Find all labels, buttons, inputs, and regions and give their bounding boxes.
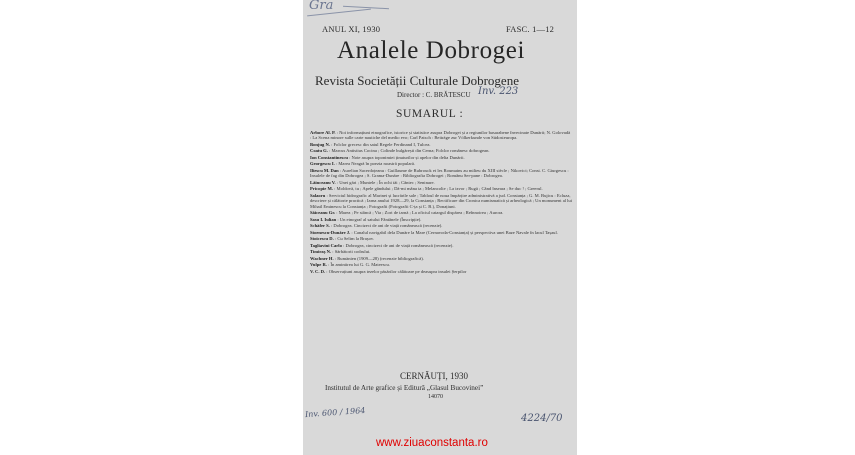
toc-articles: : Unei gări ; Muntele ; În ochi tăi ; Cântec ; Seninare. bbox=[336, 179, 435, 185]
toc-author: Wachner H. bbox=[310, 255, 334, 261]
imprint-publisher: Institutul de Arte grafice și Editură „Glasul Bucovinei” bbox=[325, 384, 484, 392]
toc-articles: : Serviciul hidrografic al Marinei și lucrările sale ; Tabloul de noua împărțire administrativă a jud. Constanța ; G. M. Bujicu : Ecluza, descriere și călătorie practică ; Iarna anului 1928—29, la Constanța ; Rectificare din Cronica numismatică și arheologică ; Un monument al lui Mihail Eminescu la Constanța ; Fotografii (Fotografii C-ța și C. B.), Donațiuni. bbox=[310, 192, 573, 209]
toc-articles: : Observațiuni asupra tezelor păsărilor călătoare pe deasupra insulei Șerpilor bbox=[326, 268, 467, 274]
toc-entry bbox=[310, 155, 572, 160]
toc-articles: : Un etnograf al satului Fântânele (Înscripție). bbox=[337, 216, 422, 222]
toc-entry bbox=[310, 249, 572, 254]
toc-author: Ion Constantinescu bbox=[310, 154, 348, 160]
toc-articles: : Rumänien (1909—28) (recenzie bibliografică). bbox=[334, 255, 424, 261]
toc-author: Tagliavini Carlo bbox=[310, 242, 342, 248]
toc-author: Georgescu I. bbox=[310, 161, 335, 167]
toc-author: Timiraș N. bbox=[310, 249, 332, 255]
toc-entry bbox=[310, 269, 572, 274]
toc-author: Schäfer S. bbox=[310, 223, 330, 229]
toc-author: Vulpe R. bbox=[310, 262, 327, 268]
fascicle-number: FASC. 1—12 bbox=[506, 24, 555, 34]
toc-entry bbox=[310, 223, 572, 228]
volume-year: ANUL XI, 1930 bbox=[322, 24, 381, 34]
toc-articles: : Moldovă, tu ; Apele gândului ; Dă-mi mâna ta ; Melancolie ; La izvor ; Rugă ; Când înseara ; Se duc ! ; Greerul. bbox=[334, 186, 543, 192]
toc-entry bbox=[310, 161, 572, 166]
toc-articles: : Marea ; Pe stâncă ; Via ; Zori de iarnă ; La oficiul catargul dispărea ; Reînnoirea ; Aurora. bbox=[336, 210, 504, 216]
toc-entry bbox=[310, 243, 572, 248]
toc-entry bbox=[310, 236, 572, 241]
toc-articles: : Note asupra toponimiei ținuturilor și apelor din delta Dunării. bbox=[349, 154, 465, 160]
toc-author: Sasu I. Iulian bbox=[310, 216, 337, 222]
toc-author: Salaoru bbox=[310, 192, 326, 198]
toc-author: Stoenescu-Dunăre J. bbox=[310, 229, 351, 235]
toc-articles: : Folclor grecesc din satul Regele Ferdinand I, Tulcea. bbox=[331, 141, 431, 147]
toc-entry bbox=[310, 230, 572, 235]
toc-author: Arbore Al. P. bbox=[310, 130, 336, 135]
toc-entry bbox=[310, 210, 572, 215]
director-line: Director : C. BRĂTESCU bbox=[397, 91, 471, 99]
imprint-city-year: CERNĂUȚI, 1930 bbox=[400, 371, 468, 381]
toc-author: Lăinceanu V. bbox=[310, 179, 336, 185]
toc-author: Stoicescu D. bbox=[310, 236, 334, 242]
toc-articles: : Sărbătorii codrului. bbox=[332, 249, 371, 255]
inventory-handwritten: Inv. 223 bbox=[478, 86, 519, 97]
toc-articles: : Marea Neagră în poezia noastră populară. bbox=[335, 161, 416, 167]
document-page bbox=[303, 0, 577, 455]
summary-heading: SUMARUL : bbox=[396, 108, 464, 120]
toc-author: Bonjug N. bbox=[310, 141, 330, 147]
toc-entry bbox=[310, 262, 572, 267]
toc-entry bbox=[310, 130, 572, 141]
toc-articles: : Aurelian Sacerdoțeanu : Guillaume de Rubrouck et les Roumains au milieu du XIII siècle ; Nikovici; Const. C. Giurgescu : Insulele de fag din Dobrogea ; S. Grama-Dunăre : Bibliografia Dobrogei ; Românu Ser-pane : Dobrogea. bbox=[310, 167, 569, 179]
toc-author: Pricopie M. bbox=[310, 186, 333, 192]
handwritten-inventory-bottom-left: Inv. 600 / 1964 bbox=[304, 405, 366, 420]
watermark-url[interactable]: www.ziuaconstanta.ro bbox=[376, 437, 488, 449]
toc-articles: : Marcus Antistius Cocina ; Colinde bulgărești din Cerna; Folclor românesc dobrogean. bbox=[329, 148, 490, 154]
toc-author: Coatu G. bbox=[310, 148, 328, 154]
toc-entry bbox=[310, 148, 572, 153]
toc-entry bbox=[310, 142, 572, 147]
toc-articles: : Cu Selim la Brașov. bbox=[334, 236, 375, 242]
toc-entry bbox=[310, 217, 572, 222]
table-of-contents bbox=[310, 130, 572, 275]
toc-entry bbox=[310, 180, 572, 185]
toc-articles: : Canalul navigabil dela Dunăre la Mare (Cernavoda-Constanța) și perspectiva unei Baze Navale în lacul Tașaul. bbox=[351, 229, 558, 235]
journal-title: Analele Dobrogei bbox=[337, 37, 526, 64]
handwritten-inventory-bottom-right: 4224/70 bbox=[521, 413, 563, 424]
handwritten-note-top-left: Gra bbox=[309, 0, 334, 13]
toc-articles: : Dobrogea, cincizeci de ani de viață românească (recenzie). bbox=[343, 242, 454, 248]
toc-articles: : În amintirea lui G. G. Mateescu. bbox=[328, 262, 390, 268]
toc-articles: : Noi informațiuni etnografice, istorice și statistice asupra Dobrogei și a regiunilor basarabene învecinate Dunării; N. Golovadă : La Scena minore sulle carte nautiche del medio evo; Carl Patsch : Beiträge zur Völkerkunde von Südosteuropa. bbox=[310, 130, 571, 141]
toc-author: V. C. D. bbox=[310, 268, 326, 274]
toc-entry bbox=[310, 186, 572, 191]
toc-entry bbox=[310, 168, 572, 179]
toc-entry bbox=[310, 193, 572, 209]
journal-subtitle: Revista Societății Culturale Dobrogene bbox=[315, 73, 519, 88]
toc-entry bbox=[310, 256, 572, 261]
imprint-code: 14070 bbox=[428, 394, 443, 400]
toc-articles: : Dobrogea. Cincizeci de ani de viață românească (recenzie). bbox=[330, 223, 443, 229]
toc-author: Săiceanu Gr. bbox=[310, 210, 336, 216]
toc-author: Iliescu M. Dan bbox=[310, 167, 339, 173]
